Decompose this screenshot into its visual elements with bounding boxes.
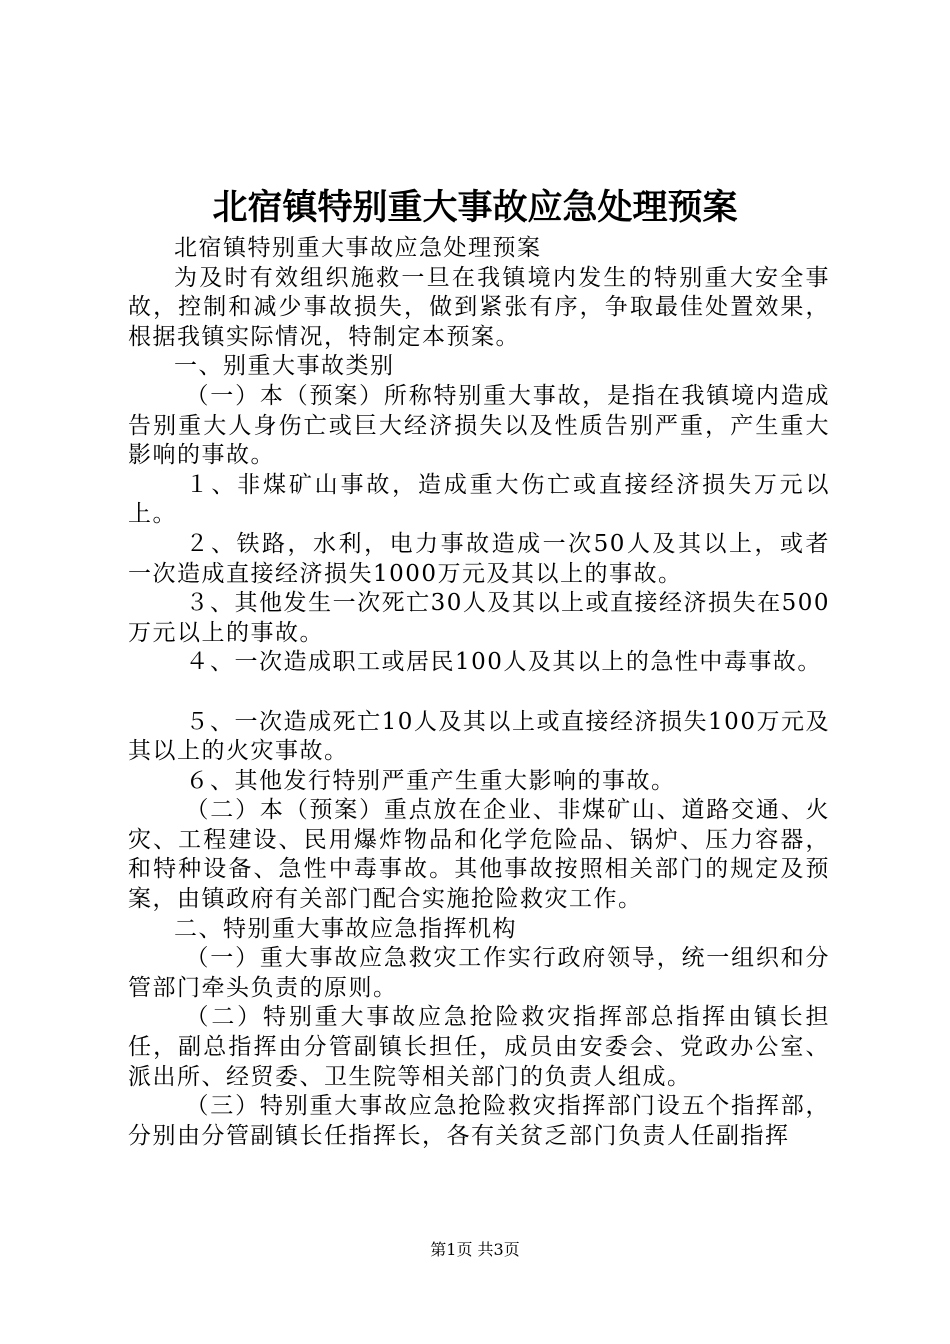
section-heading-1: 一、别重大事故类别 bbox=[174, 353, 395, 380]
section-heading-2: 二、特别重大事故应急指挥机构 bbox=[174, 915, 517, 942]
paragraph-scope: （二）本（预案）重点放在企业、非煤矿山、道路交通、火灾、工程建设、民用爆炸物品和化学危险品、锅炉、压力容器，和特种设备、急性中毒事故。其他事故按照相关部门的规定及预案，由镇政府有关部门配合实施抢险救灾工作。 bbox=[128, 797, 830, 913]
paragraph-purpose: 为及时有效组织施救一旦在我镇境内发生的特别重大安全事故，控制和减少事故损失，做到紧张有序，争取最佳处置效果，根据我镇实际情况，特制定本预案。 bbox=[128, 264, 830, 350]
paragraph-definition: （一）本（预案）所称特别重大事故，是指在我镇境内造成告别重大人身伤亡或巨大经济损失以及性质告别严重，产生重大影响的事故。 bbox=[128, 382, 830, 469]
document-title: 北宿镇特别重大事故应急处理预案 bbox=[212, 187, 738, 228]
list-item-5: ５、一次造成死亡10人及其以上或直接经济损失100万元及其以上的火灾事故。 bbox=[128, 708, 830, 765]
list-item-4: ４、一次造成职工或居民100人及其以上的急性中毒事故。 bbox=[185, 649, 822, 676]
list-item-3: ３、其他发生一次死亡30人及其以上或直接经济损失在500万元以上的事故。 bbox=[128, 590, 830, 646]
list-item-2: ２、铁路，水利，电力事故造成一次50人及其以上，或者一次造成直接经济损失1000万元及其以上的事故。 bbox=[128, 530, 830, 587]
document-body bbox=[128, 234, 830, 1151]
paragraph-principle: （一）重大事故应急救灾工作实行政府领导，统一组织和分管部门牵头负责的原则。 bbox=[128, 945, 830, 1001]
paragraph-subcommands: （三）特别重大事故应急抢险救灾指挥部门设五个指挥部，分别由分管副镇长任指挥长，各有关贫乏部门负责人任副指挥 bbox=[128, 1093, 830, 1149]
list-item-6: ６、其他发行特别严重产生重大影响的事故。 bbox=[185, 767, 676, 794]
list-item-1: １、非煤矿山事故，造成重大伤亡或直接经济损失万元以上。 bbox=[128, 471, 830, 528]
paragraph-subtitle: 北宿镇特别重大事故应急处理预案 bbox=[174, 235, 542, 261]
paragraph-command: （二）特别重大事故应急抢险救灾指挥部总指挥由镇长担任，副总指挥由分管副镇长担任，成员由安委会、党政办公室、派出所、经贸委、卫生院等相关部门的负责人组成。 bbox=[128, 1004, 830, 1090]
page-number: 第1页 共3页 bbox=[430, 1240, 520, 1259]
